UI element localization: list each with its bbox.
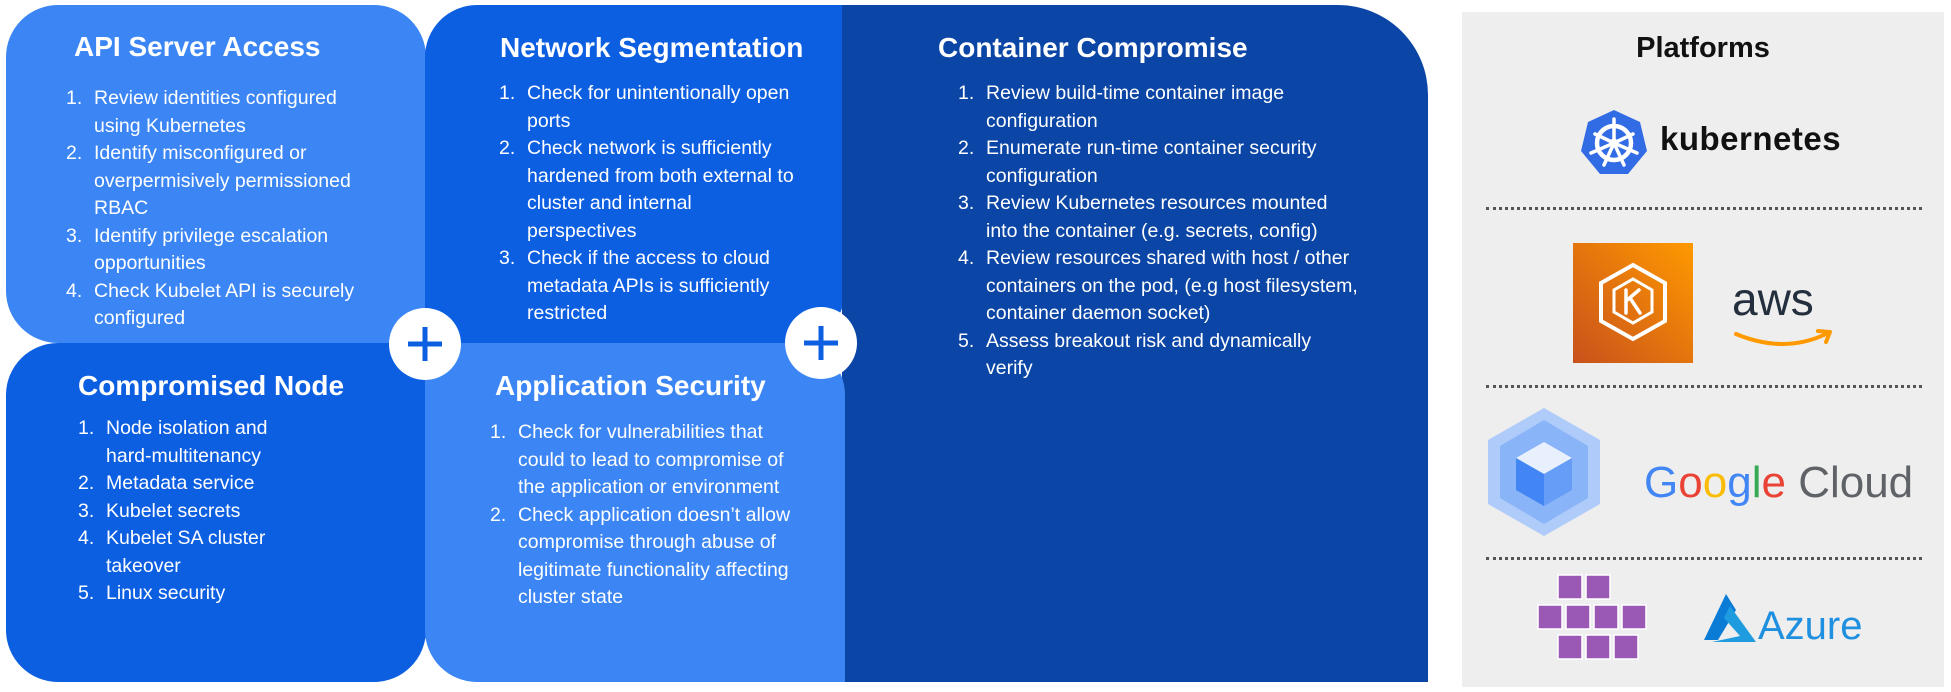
list-item-number: 2.: [66, 142, 83, 164]
list-item-text: Kubelet secrets: [106, 499, 241, 522]
application-security-list: [490, 419, 805, 612]
compromised-node-panel: [6, 343, 426, 682]
azure-icon: [1696, 592, 1760, 649]
list-item-text: Check for unintentionally open ports: [527, 82, 790, 132]
list-item: [499, 80, 799, 135]
list-item-number: 3.: [66, 224, 83, 247]
network-segmentation-title: Network Segmentation: [500, 32, 804, 63]
list-item-number: 1.: [78, 417, 95, 439]
aks-icon: [1536, 573, 1660, 668]
list-item-number: 1.: [958, 82, 975, 104]
list-item-text: Metadata service: [106, 472, 255, 494]
plus-icon: [389, 308, 461, 380]
google-letter: l: [1751, 458, 1762, 507]
list-item-number: 3.: [958, 192, 975, 214]
network-segmentation-list: [499, 80, 799, 328]
list-item-text: Check application doesn’t allow compromise through abuse of legitimate functionality affecting cluster state: [518, 503, 791, 608]
list-item-text: Review build-time container image configuration: [986, 82, 1285, 132]
container-compromise-list: [958, 80, 1358, 383]
list-item-text: Assess breakout risk and dynamically verify: [986, 329, 1312, 379]
application-security-title: Application Security: [495, 370, 766, 401]
divider: [1486, 557, 1922, 560]
list-item-text: Check if the access to cloud metadata APIs is sufficiently restricted: [527, 247, 770, 324]
list-item-number: 5.: [78, 582, 95, 604]
divider: [1486, 385, 1922, 388]
cloud-text: Cloud: [1798, 458, 1914, 507]
compromised-node-list: [78, 415, 318, 608]
list-item: [490, 502, 805, 612]
list-item: [958, 135, 1358, 190]
google-letter: G: [1644, 458, 1679, 507]
list-item-text: Identify privilege escalation opportunities: [94, 224, 329, 274]
container-compromise-panel: [842, 5, 1428, 682]
list-item-text: Kubelet SA cluster takeover: [106, 527, 266, 577]
list-item-number: 1.: [490, 421, 507, 443]
azure-wordmark: Azure: [1758, 604, 1863, 648]
application-security-panel: [425, 343, 845, 682]
google-letter: e: [1761, 458, 1786, 507]
compromised-node-title: Compromised Node: [78, 370, 345, 401]
list-item-text: Enumerate run-time container security configuration: [986, 137, 1317, 187]
list-item-number: 2.: [958, 137, 975, 159]
container-compromise-title: Container Compromise: [938, 32, 1248, 63]
list-item-number: 5.: [958, 329, 975, 352]
google-cloud-wordmark: [1644, 458, 1913, 508]
plus-icon: [785, 307, 857, 379]
aws-smile-icon: [1734, 328, 1836, 355]
list-item-number: 2.: [499, 137, 516, 159]
google-letter: o: [1678, 458, 1703, 507]
aws-wordmark: aws: [1732, 273, 1814, 325]
google-letter: g: [1727, 458, 1752, 507]
list-item-number: 2.: [78, 472, 95, 494]
list-item-number: 4.: [958, 247, 975, 269]
list-item-number: 4.: [66, 279, 83, 302]
list-item: [958, 80, 1358, 135]
list-item: [78, 525, 318, 580]
list-item-text: Review identities configured using Kubernetes: [94, 87, 337, 137]
network-segmentation-panel: [425, 5, 845, 343]
list-item: [499, 245, 799, 328]
list-item: [66, 140, 366, 223]
platforms-title: Platforms: [1636, 32, 1770, 64]
list-item-text: Identify misconfigured or overpermisively permissioned RBAC: [94, 142, 351, 219]
api-server-access-title: API Server Access: [74, 31, 321, 62]
list-item: [78, 470, 318, 498]
list-item-number: 1.: [66, 87, 83, 109]
list-item: [66, 85, 366, 140]
gke-icon: [1484, 406, 1604, 543]
list-item: [66, 223, 366, 278]
list-item: [958, 328, 1358, 383]
list-item: [66, 278, 366, 333]
list-item-number: 4.: [78, 527, 95, 549]
list-item-number: 1.: [499, 82, 516, 104]
list-item-text: Check for vulnerabilities that could to lead to compromise of the application or environment: [518, 421, 784, 498]
kubernetes-helm-icon: [1578, 107, 1650, 184]
list-item: [958, 190, 1358, 245]
list-item: [78, 580, 318, 608]
list-item: [78, 415, 318, 470]
divider: [1486, 207, 1922, 210]
list-item: [958, 245, 1358, 328]
google-letter: o: [1702, 458, 1728, 507]
list-item-text: Check Kubelet API is securely configured: [94, 279, 355, 329]
list-item: [490, 419, 805, 502]
api-server-access-panel: [6, 5, 426, 343]
kubernetes-wordmark: kubernetes: [1660, 120, 1842, 157]
platforms-panel: [1462, 12, 1944, 687]
list-item-text: Review Kubernetes resources mounted into the container (e.g. secrets, config): [986, 192, 1328, 242]
list-item: [78, 498, 318, 526]
api-server-access-list: [66, 85, 366, 333]
list-item-number: 3.: [78, 499, 95, 522]
list-item: [499, 135, 799, 245]
list-item-text: Check network is sufficiently hardened from both external to cluster and internal perspectives: [527, 137, 794, 242]
list-item-text: Review resources shared with host / other containers on the pod, (e.g host filesystem, container daemon socket): [986, 247, 1358, 324]
eks-icon: [1573, 243, 1693, 368]
list-item-number: 2.: [490, 503, 507, 526]
list-item-text: Linux security: [106, 582, 226, 604]
list-item-text: Node isolation and hard-multitenancy: [106, 417, 268, 467]
list-item-number: 3.: [499, 247, 516, 269]
